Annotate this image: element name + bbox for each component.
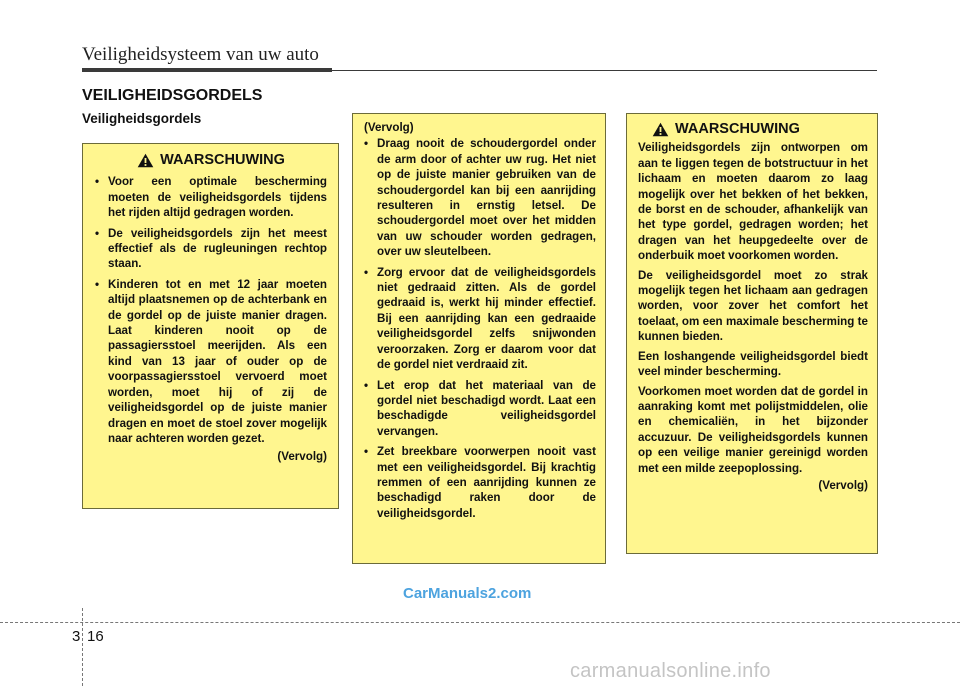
continued-label: (Vervolg) xyxy=(818,478,868,492)
page-header-title: Veiligheidsysteem van uw auto xyxy=(82,44,319,65)
warning-triangle-icon xyxy=(137,153,154,168)
watermark-text: carmanualsonline.info xyxy=(570,660,771,682)
warning-paragraph: Een loshangende veiligheidsgordel biedt veel minder bescherming. xyxy=(638,349,868,379)
list-item: • Voor een optimale bescherming moeten de veiligheidsgordels tijdens het rijden altijd gedragen worden. xyxy=(95,174,327,220)
list-item: • Draag nooit de schoudergordel onder de arm door of achter uw rug. Het niet op de juiste manier gebruiken van de schoudergordel kan bij een aanrijding resulteren in ernstig letsel. De schoudergordel moet over het midden van uw schouder worden gedragen, over uw sleutelbeen. xyxy=(364,136,596,259)
subsection-title: Veiligheidsgordels xyxy=(82,111,202,126)
list-item: • Let erop dat het materiaal van de gordel niet beschadigd wordt. Laat een beschadigde veiligheidsgordel vervangen. xyxy=(364,378,596,440)
list-item: • De veiligheidsgordels zijn het meest effectief als de rugleuningen rechtop staan. xyxy=(95,226,327,272)
warning-box-1 xyxy=(82,143,339,509)
warning-heading-text: WAARSCHUWING xyxy=(160,152,285,168)
header-rule-thin xyxy=(332,70,877,71)
warning-paragraph: Veiligheidsgordels zijn ontworpen om aan te liggen tegen de botstructuur in het lichaam en moeten daarom zo laag mogelijk over het bekken of het bekken, de borst en de schouder, afhankelijk van het type gordel, gedragen worden; het dragen van het heupgedeelte over de onderbuik moet voorkomen worden. xyxy=(638,141,868,263)
watermark-link[interactable]: CarManuals2.com xyxy=(403,585,532,602)
footer-rule xyxy=(0,622,960,623)
section-title: VEILIGHEIDSGORDELS xyxy=(82,87,263,104)
continued-label: (Vervolg) xyxy=(364,121,414,134)
chapter-number: 3 xyxy=(72,628,81,645)
header-rule xyxy=(82,68,332,72)
continued-label: (Vervolg) xyxy=(277,450,327,464)
list-item: • Zorg ervoor dat de veiligheidsgordels niet gedraaid zitten. Als de gordel gedraaid is, werkt hij minder effectief. Bij een aanrijding kan een gedraaide veiligheidsgordel zelfs snijwonden veroorzaken. Zorg er daarom voor dat de gordel niet verdraaid zit. xyxy=(364,265,596,373)
warning-box-2 xyxy=(352,113,606,564)
list-item: • Zet breekbare voorwerpen nooit vast met een veiligheidsgordel. Bij krachtig remmen of een aanrijding kunnen ze beschadigd raken door de veiligheidsgordel. xyxy=(364,444,596,521)
list-item: • Kinderen tot en met 12 jaar moeten altijd plaatsnemen op de achterbank en de gordel op de juiste manier dragen. Laat kinderen nooit op de passagiersstoel meerijden. Als een kind van 13 jaar of ouder op de voorpassagiersstoel vervoerd moet worden, moet hij of zij de veiligheidsgordel op de juiste manier dragen en moet de stoel zover mogelijk naar achteren worden gezet. xyxy=(95,277,327,446)
warning-triangle-icon xyxy=(652,122,669,137)
warning-heading xyxy=(95,153,327,168)
warning-heading-text: WAARSCHUWING xyxy=(675,121,800,137)
warning-paragraph: De veiligheidsgordel moet zo strak mogelijk tegen het lichaam aan gedragen worden, voor zover het comfort het toelaat, om een maximale bescherming te kunnen bieden. xyxy=(638,268,868,344)
page-number: 16 xyxy=(87,628,104,645)
footer-divider xyxy=(82,608,83,686)
warning-heading xyxy=(652,122,868,137)
warning-box-3 xyxy=(626,113,878,554)
warning-paragraph: Voorkomen moet worden dat de gordel in aanraking komt met polijstmiddelen, olie en chemicaliën, in het bijzonder accuzuur. De veiligheidsgordels kunnen op een veilige manier gereinigd worden met een milde zeepoplossing. xyxy=(638,384,868,475)
